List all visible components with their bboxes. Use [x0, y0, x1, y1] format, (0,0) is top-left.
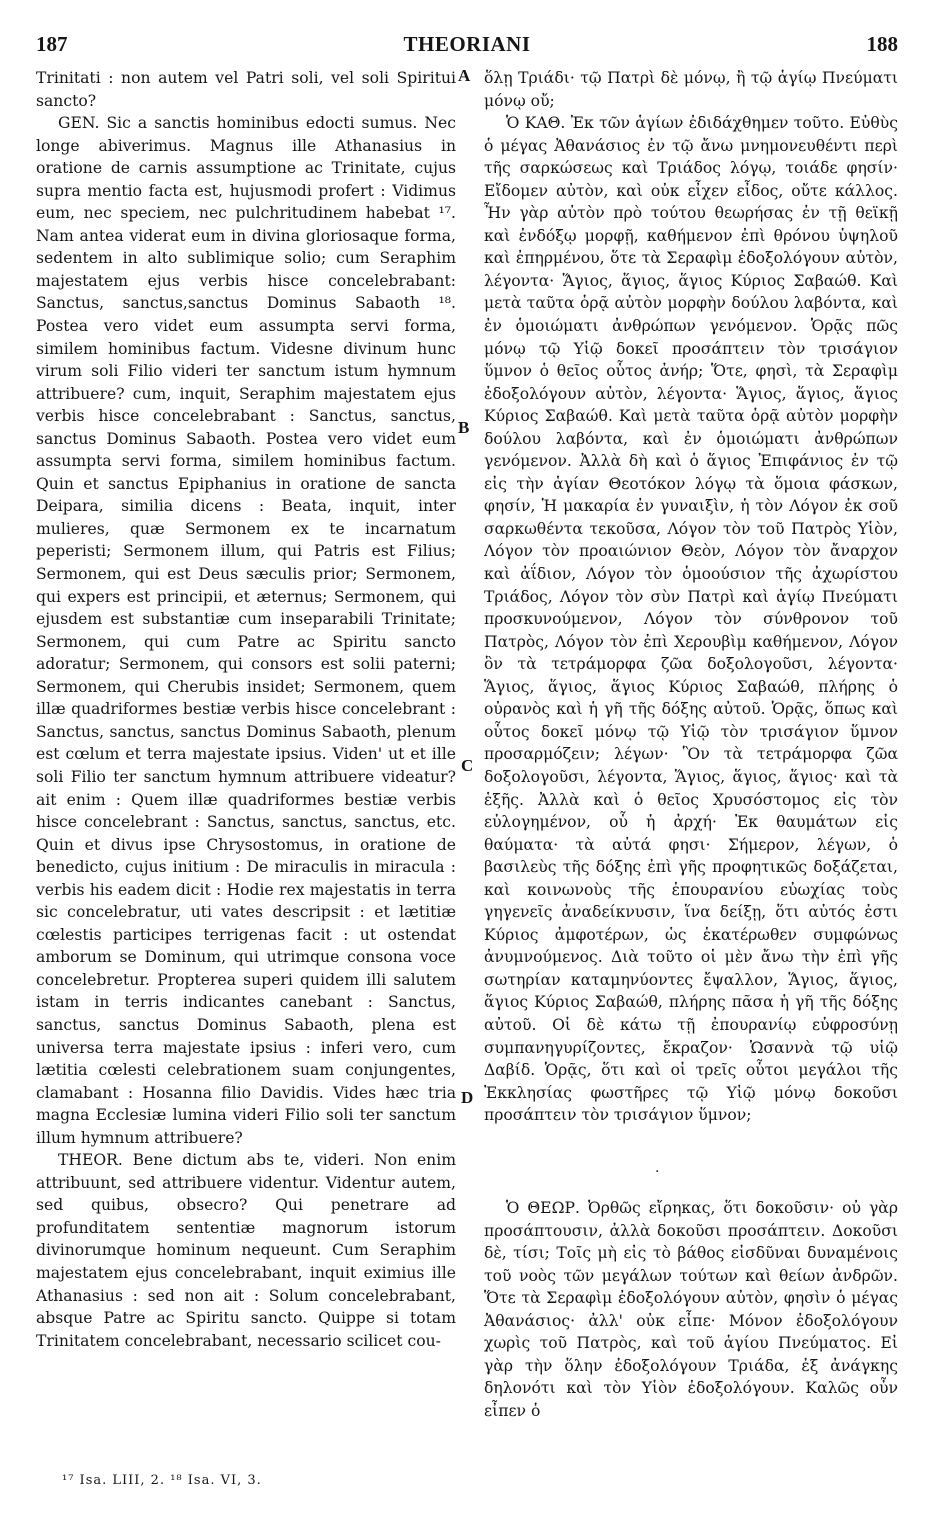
section-separator: ·: [655, 1164, 660, 1180]
column-marker-b: B: [458, 418, 470, 437]
footnotes: ¹⁷ Isa. LIII, 2. ¹⁸ Isa. VI, 3.: [62, 1473, 262, 1488]
greek-paragraph-kath: Ὁ ΚΑΘ. Ἐκ τῶν ἁγίων ἐδιδάχθημεν τοῦτο. Εὐθὺς ὁ μέγας Ἀθανάσιος ἐν τῷ ἄνω μνημονευθέντι περὶ τῆς σαρκώσεως καὶ Τριάδος λόγῳ, τοιάδε φησίν· Εἴδομεν αὐτὸν, καὶ οὐκ εἶχεν εἶδος, οὔτε κάλλος. Ἦν γὰρ αὐτὸν πρὸ τούτου θεωρήσας ἐν τῇ θεϊκῇ καὶ ἐνδόξῳ μορφῇ, καθήμενον ἐπὶ θρόνου ὑψηλοῦ καὶ ἐπηρμένου, ὅτε τὰ Σεραφὶμ ἐδοξολόγουν αὐτὸν, λέγοντα· Ἅγιος, ἅγιος, ἅγιος Κύριος Σαβαώθ. Καὶ μετὰ ταῦτα ὁρᾷ αὐτὸν μορφὴν δούλου λαβόντα, καὶ ἐν ὁμοιώματι ἀνθρώπων γενόμενον. Ὁρᾷς πῶς μόνῳ τῷ Υἱῷ δοκεῖ προσάπτειν τὸν τρισάγιον ὕμνον ὁ θεῖος οὗτος ἀνήρ; Ὅτε, φησὶ, τὰ Σεραφὶμ ἐδοξολόγουν αὐτὸν, λέγοντα· Ἅγιος, ἅγιος, ἅγιος Κύριος Σαβαώθ. Καὶ μετὰ ταῦτα ὁρᾷ αὐτὸν μορφὴν δούλου λαβόντα, καὶ ἐν ὁμοιώματι ἀνθρώπων γενόμενον. Ἀλλὰ δὴ καὶ ὁ ἅγιος Ἐπιφάνιος ἐν τῷ εἰς τὴν ἁγίαν Θεοτόκον λόγῳ τὰ ὅμοια φάσκων, φησίν, Ἡ μακαρία ἐν γυναιξὶν, ἡ τὸν Λόγον ἐκ σοῦ σαρκωθέντα τεκοῦσα, Λόγον τὸν τοῦ Πατρὸς Υἱὸν, Λόγον τὸν προαιώνιον Θεὸν, Λόγον τὸν ἄναρχον καὶ ἀΐδιον, Λόγον τὸν ὁμοούσιον τῆς ἀχωρίστου Τριάδος, Λόγον τὸν σὺν Πατρὶ καὶ ἁγίῳ Πνεύματι προσκυνούμενον, Λόγον τὸν σύνθρονον τοῦ Πατρὸς, Λόγον τὸν ἐπὶ Χερουβὶμ καθήμενον, Λόγον ὃν τὰ τετράμορφα ζῶα δοξολογοῦσι, λέγοντα· Ἅγιος, ἅγιος, ἅγιος Κύριος Σαβαώθ, πλήρης ὁ οὐρανὸς καὶ ἡ γῆ τῆς δόξης αὐτοῦ. Ὁρᾷς, ὅπως καὶ οὗτος δοκεῖ μόνῳ τῷ Υἱῷ τὸν τρισάγιον ὕμνον προσαρμόζειν; λέγων· Ὃν τὰ τετράμορφα ζῶα δοξολογοῦσι, λέγοντα, Ἅγιος, ἅγιος, ἅγιος· καὶ τὰ ἑξῆς. Ἀλλὰ καὶ ὁ θεῖος Χρυσόστομος εἰς τὸν εὐλογημένον, οὗ ἡ ἀρχή· Ἐκ θαυμάτων εἰς θαύματα· τὰ αὐτά φησι· Σήμερον, λέγων, ὁ βασιλεὺς τῆς δόξης ἐπὶ γῆς προφητικῶς δοξάζεται, καὶ κοινωνοὺς τῆς ἐπουρανίου εὐωχίας τοὺς γηγενεῖς ἀναδείκνυσιν, ἵνα δείξῃ, ὅτι αὐτός ἐστι Κύριος ἀμφοτέρων, ὡς ἑκατέρωθεν συμφώνως ἀνυμνούμενος. Διὰ τοῦτο οἱ μὲν ἄνω τὴν ἐπὶ γῆς σωτηρίαν καταμηνύοντες ἔψαλλον, Ἅγιος, ἅγιος, ἅγιος Κύριος Σαβαώθ, πλήρης πᾶσα ἡ γῆ τῆς δόξης αὐτοῦ. Οἱ δὲ κάτω τῇ ἐπουρανίῳ εὐφροσύνῃ συμπανηγυρίζοντες, ἔκραζον· Ὡσαννὰ τῷ υἱῷ Δαβίδ. Ὁρᾷς, ὅτι καὶ οἱ τρεῖς οὗτοι μεγάλοι τῆς Ἐκκλησίας φωστῆρες τῷ Υἱῷ μόνῳ δοκοῦσι προσάπτειν τὸν τρισάγιον ὕμνον;: [484, 114, 898, 1125]
greek-column: [484, 67, 898, 1127]
latin-paragraph-question: Trinitati : non autem vel Patri soli, vel soli Spiritui sancto?: [36, 69, 456, 110]
left-page-number: 187: [36, 32, 68, 56]
greek-paragraph-question: ὅλῃ Τριάδι· τῷ Πατρὶ δὲ μόνῳ, ἢ τῷ ἁγίῳ Πνεύματι μόνῳ οὔ;: [484, 69, 898, 110]
page-header: [36, 32, 898, 60]
latin-column: [36, 67, 456, 1352]
greek-paragraph-theor: Ὁ ΘΕΩΡ. Ὀρθῶς εἴρηκας, ὅτι δοκοῦσιν· οὐ γὰρ προσάπτουσιν, ἀλλὰ δοκοῦσι προσάπτειν. Δοκοῦσι δὲ, τίσι; Τοῖς μὴ εἰς τὸ βάθος εἰσδῦναι δυναμένοις τοῦ νοὸς τῶν μεγάλων τούτων καὶ θείων ἀνδρῶν. Ὅτε τὰ Σεραφὶμ ἐδοξολόγουν αὐτὸν, φησὶν ὁ μέγας Ἀθανάσιος· ἀλλ' οὐκ εἶπε· Μόνον ἐδοξολόγουν χωρὶς τοῦ Πατρὸς, καὶ τοῦ ἁγίου Πνεύματος. Εἰ γὰρ τὴν ὅλην ἐδοξολόγουν Τριάδα, ἐξ ἀνάγκης δηλονότι καὶ τὸν Υἱὸν ἐδοξολόγουν. Καλῶς οὖν εἶπεν ὁ: [484, 1199, 898, 1420]
greek-column-continued: [484, 1197, 898, 1422]
latin-paragraph-theor: THEOR. Bene dictum abs te, videri. Non enim attribuunt, sed attribuere videntur. Videntur autem, sed quibus, obsecro? Qui penetrare ad profunditatem sententiæ magnorum istorum divinorumque hominum nequeunt. Cum Seraphim majestatem ejus concelebrabant, inquit eximius ille Athanasius : sed non ait : Solum concelebrabant, absque Patre ac Spiritu sancto. Quippe si totam Trinitatem concelebrabant, necessario scilicet cou-: [36, 1151, 456, 1350]
running-title: THEORIANI: [403, 32, 531, 56]
column-marker-d: D: [461, 1088, 474, 1107]
latin-paragraph-gen: GEN. Sic a sanctis hominibus edocti sumus. Nec longe abiverimus. Magnus ille Athanasius in oratione de carnis assumptione ac Trinitate, cujus supra mentio facta est, hujusmodi profert : Vidimus eum, nec speciem, nec pulchritudinem habebat ¹⁷. Nam antea viderat eum in divina gloriosaque forma, sedentem in alto sublimique solio; cum Seraphim majestatem ejus verbis hisce concelebrabant: Sanctus, sanctus,sanctus Dominus Sabaoth ¹⁸. Postea vero videt eum assumpta servi forma, similem hominibus factum. Videsne divinum hunc virum soli Filio videri ter sanctum istum hymnum attribuere? cum, inquit, Seraphim majestatem ejus verbis hisce concelebrabant : Sanctus, sanctus, sanctus Dominus Sabaoth. Postea vero videt eum assumpta servi forma, similem hominibus factum. Quin et sanctus Epiphanius in oratione de sancta Deipara, similia dicens : Beata, inquit, inter mulieres, quæ Sermonem ex te incarnatum peperisti; Sermonem illum, qui Patris est Filius; Sermonem, qui est Deus sæculis prior; Sermonem, qui expers est principii, et æternus; Sermonem, qui ejusdem est substantiæ cum inseparabili Trinitate; Sermonem, qui cum Patre ac Spiritu sancto adoratur; Sermonem, qui consors est solii paterni; Sermonem, qui Cherubis insidet; Sermonem, quem illæ quadriformes bestiæ verbis hisce concelebrant : Sanctus, sanctus, sanctus Dominus Sabaoth, plenum est cœlum et terra majestate ipsius. Viden' ut et ille soli Filio ter sanctum hymnum attribuere videatur? ait enim : Quem illæ quadriformes bestiæ verbis hisce concelebrant : Sanctus, sanctus, sanctus, etc. Quin et divus ipse Chrysostomus, in oratione de benedicto, cujus initium : De miraculis in miracula : verbis his eadem dicit : Hodie rex majestatis in terra sic concelebratur, uti vates descripsit : et lætitiæ cœlestis participes terrigenas facit : ut ostendat amborum se Dominum, qui utrimque consona voce concelebretur. Propterea superi quidem illi salutem istam in terris indicantes canebant : Sanctus, sanctus, sanctus Dominus Sabaoth, plena est universa terra majestate ipsius : inferi vero, cum lætitia cœlesti celebrationem suam conjungentes, clamabant : Hosanna filio Davidis. Vides hæc tria magna Ecclesiæ lumina videri Filio soli ter sanctum illum hymnum attribuere?: [36, 114, 456, 1147]
column-marker-a: A: [458, 66, 471, 85]
right-page-number: 188: [866, 32, 898, 56]
column-marker-c: C: [461, 756, 474, 775]
